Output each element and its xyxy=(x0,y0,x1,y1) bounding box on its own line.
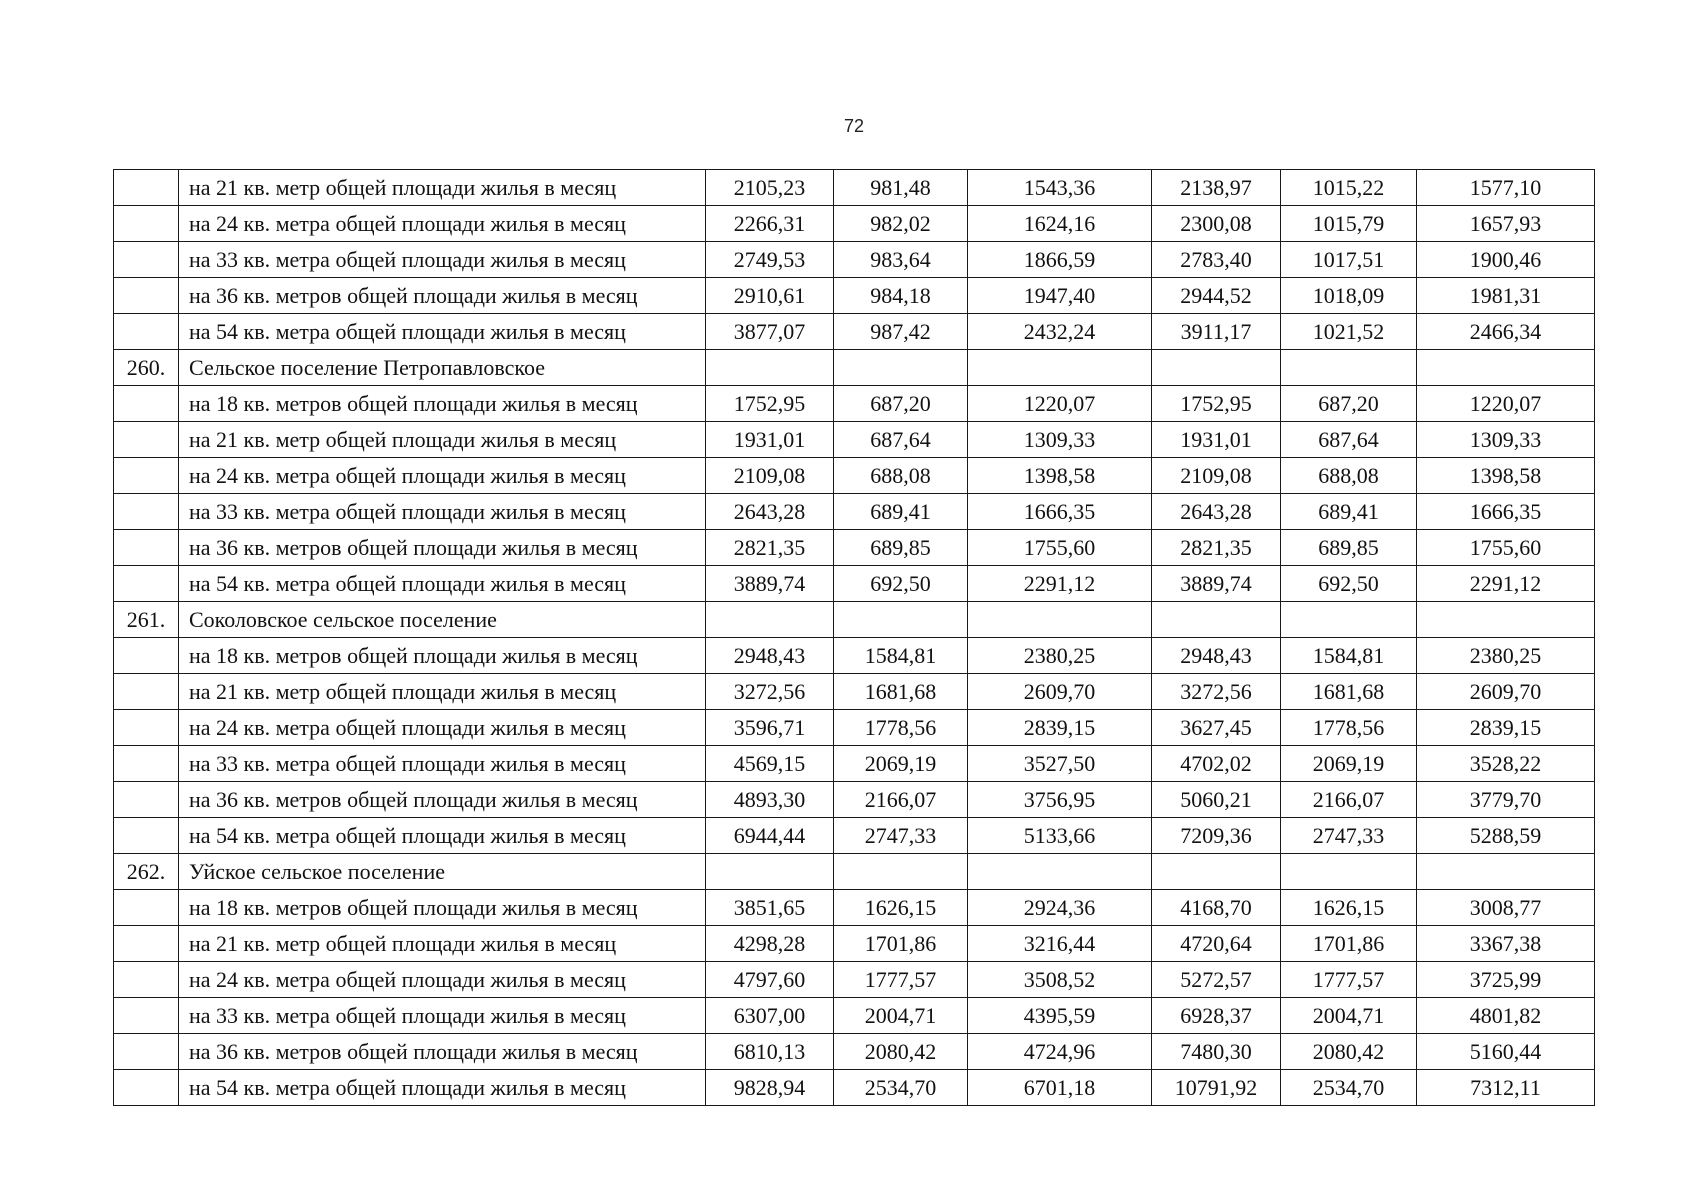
row-number-cell xyxy=(114,530,179,566)
value-cell-col-3: 2432,24 xyxy=(968,314,1152,350)
value-cell-col-4: 2300,08 xyxy=(1152,206,1281,242)
value-cell-col-1: 6810,13 xyxy=(706,1034,834,1070)
area-label-cell: на 36 кв. метров общей площади жилья в месяц xyxy=(179,782,706,818)
value-cell-col-4: 2643,28 xyxy=(1152,494,1281,530)
table-row xyxy=(114,638,1595,674)
row-number-cell xyxy=(114,746,179,782)
value-cell-col-1 xyxy=(706,602,834,638)
table-row xyxy=(114,278,1595,314)
value-cell-col-1: 1931,01 xyxy=(706,422,834,458)
value-cell-col-1: 4298,28 xyxy=(706,926,834,962)
value-cell-col-6: 1981,31 xyxy=(1417,278,1595,314)
row-number-cell xyxy=(114,566,179,602)
section-row xyxy=(114,854,1595,890)
value-cell-col-2: 1626,15 xyxy=(834,890,968,926)
table-row xyxy=(114,170,1595,206)
value-cell-col-6: 1577,10 xyxy=(1417,170,1595,206)
table-row xyxy=(114,746,1595,782)
value-cell-col-3: 1624,16 xyxy=(968,206,1152,242)
value-cell-col-6: 1398,58 xyxy=(1417,458,1595,494)
value-cell-col-6 xyxy=(1417,602,1595,638)
value-cell-col-1: 4893,30 xyxy=(706,782,834,818)
value-cell-col-4: 2783,40 xyxy=(1152,242,1281,278)
value-cell-col-3: 1866,59 xyxy=(968,242,1152,278)
settlement-name-cell: Сельское поселение Петропавловское xyxy=(179,350,706,386)
value-cell-col-4: 2944,52 xyxy=(1152,278,1281,314)
area-label-cell: на 18 кв. метров общей площади жилья в месяц xyxy=(179,638,706,674)
value-cell-col-4: 4702,02 xyxy=(1152,746,1281,782)
table-row xyxy=(114,494,1595,530)
value-cell-col-6: 3367,38 xyxy=(1417,926,1595,962)
area-label-cell: на 24 кв. метра общей площади жилья в месяц xyxy=(179,710,706,746)
value-cell-col-3: 3508,52 xyxy=(968,962,1152,998)
value-cell-col-6: 1220,07 xyxy=(1417,386,1595,422)
value-cell-col-2: 2747,33 xyxy=(834,818,968,854)
value-cell-col-6: 1309,33 xyxy=(1417,422,1595,458)
value-cell-col-3: 3216,44 xyxy=(968,926,1152,962)
value-cell-col-2: 692,50 xyxy=(834,566,968,602)
area-label-cell: на 21 кв. метр общей площади жилья в месяц xyxy=(179,170,706,206)
value-cell-col-2: 1778,56 xyxy=(834,710,968,746)
value-cell-col-1: 6944,44 xyxy=(706,818,834,854)
value-cell-col-4: 5272,57 xyxy=(1152,962,1281,998)
value-cell-col-5: 1021,52 xyxy=(1281,314,1417,350)
area-label-cell: на 24 кв. метра общей площади жилья в месяц xyxy=(179,962,706,998)
value-cell-col-3: 2609,70 xyxy=(968,674,1152,710)
value-cell-col-3: 1309,33 xyxy=(968,422,1152,458)
value-cell-col-1: 2948,43 xyxy=(706,638,834,674)
value-cell-col-5: 687,20 xyxy=(1281,386,1417,422)
table-row xyxy=(114,422,1595,458)
value-cell-col-3: 4724,96 xyxy=(968,1034,1152,1070)
row-number-cell xyxy=(114,1070,179,1106)
value-cell-col-4: 4720,64 xyxy=(1152,926,1281,962)
value-cell-col-2: 687,20 xyxy=(834,386,968,422)
settlement-name-cell: Соколовское сельское поселение xyxy=(179,602,706,638)
value-cell-col-3: 1543,36 xyxy=(968,170,1152,206)
value-cell-col-1: 2749,53 xyxy=(706,242,834,278)
table-row xyxy=(114,1034,1595,1070)
value-cell-col-5: 1701,86 xyxy=(1281,926,1417,962)
value-cell-col-5: 1015,22 xyxy=(1281,170,1417,206)
value-cell-col-2: 2069,19 xyxy=(834,746,968,782)
value-cell-col-5 xyxy=(1281,602,1417,638)
row-number-cell xyxy=(114,170,179,206)
table-row xyxy=(114,890,1595,926)
value-cell-col-6: 3725,99 xyxy=(1417,962,1595,998)
value-cell-col-1: 2266,31 xyxy=(706,206,834,242)
section-row xyxy=(114,602,1595,638)
table-row xyxy=(114,314,1595,350)
area-label-cell: на 18 кв. метров общей площади жилья в месяц xyxy=(179,890,706,926)
row-number-cell: 262. xyxy=(114,854,179,890)
value-cell-col-1: 3877,07 xyxy=(706,314,834,350)
value-cell-col-3: 1755,60 xyxy=(968,530,1152,566)
row-number-cell xyxy=(114,962,179,998)
section-row xyxy=(114,350,1595,386)
tariff-table xyxy=(113,169,1595,1106)
table-row xyxy=(114,926,1595,962)
value-cell-col-2 xyxy=(834,602,968,638)
row-number-cell xyxy=(114,818,179,854)
value-cell-col-4: 2138,97 xyxy=(1152,170,1281,206)
area-label-cell: на 54 кв. метра общей площади жилья в месяц xyxy=(179,818,706,854)
value-cell-col-3 xyxy=(968,350,1152,386)
value-cell-col-5: 2004,71 xyxy=(1281,998,1417,1034)
area-label-cell: на 33 кв. метра общей площади жилья в месяц xyxy=(179,494,706,530)
table-row xyxy=(114,530,1595,566)
area-label-cell: на 54 кв. метра общей площади жилья в месяц xyxy=(179,1070,706,1106)
value-cell-col-6: 5288,59 xyxy=(1417,818,1595,854)
value-cell-col-6 xyxy=(1417,854,1595,890)
value-cell-col-1: 1752,95 xyxy=(706,386,834,422)
row-number-cell xyxy=(114,278,179,314)
row-number-cell xyxy=(114,314,179,350)
row-number-cell xyxy=(114,926,179,962)
value-cell-col-1: 3851,65 xyxy=(706,890,834,926)
value-cell-col-5 xyxy=(1281,854,1417,890)
value-cell-col-1: 2821,35 xyxy=(706,530,834,566)
value-cell-col-2: 2080,42 xyxy=(834,1034,968,1070)
table-row xyxy=(114,710,1595,746)
value-cell-col-2: 983,64 xyxy=(834,242,968,278)
area-label-cell: на 21 кв. метр общей площади жилья в месяц xyxy=(179,926,706,962)
area-label-cell: на 21 кв. метр общей площади жилья в месяц xyxy=(179,674,706,710)
value-cell-col-6 xyxy=(1417,350,1595,386)
value-cell-col-3: 1947,40 xyxy=(968,278,1152,314)
area-label-cell: на 33 кв. метра общей площади жилья в месяц xyxy=(179,746,706,782)
row-number-cell xyxy=(114,998,179,1034)
value-cell-col-5: 1015,79 xyxy=(1281,206,1417,242)
value-cell-col-5: 2080,42 xyxy=(1281,1034,1417,1070)
value-cell-col-2: 687,64 xyxy=(834,422,968,458)
value-cell-col-4: 3272,56 xyxy=(1152,674,1281,710)
value-cell-col-1: 2910,61 xyxy=(706,278,834,314)
value-cell-col-6: 3779,70 xyxy=(1417,782,1595,818)
value-cell-col-3: 1666,35 xyxy=(968,494,1152,530)
value-cell-col-2: 987,42 xyxy=(834,314,968,350)
table-row xyxy=(114,566,1595,602)
value-cell-col-6: 2839,15 xyxy=(1417,710,1595,746)
value-cell-col-3: 5133,66 xyxy=(968,818,1152,854)
value-cell-col-2: 1584,81 xyxy=(834,638,968,674)
value-cell-col-3: 3527,50 xyxy=(968,746,1152,782)
row-number-cell xyxy=(114,458,179,494)
value-cell-col-4: 3889,74 xyxy=(1152,566,1281,602)
row-number-cell xyxy=(114,710,179,746)
table-row xyxy=(114,1070,1595,1106)
value-cell-col-4: 7209,36 xyxy=(1152,818,1281,854)
value-cell-col-2: 689,85 xyxy=(834,530,968,566)
value-cell-col-6: 1900,46 xyxy=(1417,242,1595,278)
area-label-cell: на 33 кв. метра общей площади жилья в месяц xyxy=(179,242,706,278)
value-cell-col-4 xyxy=(1152,350,1281,386)
value-cell-col-6: 3008,77 xyxy=(1417,890,1595,926)
row-number-cell xyxy=(114,1034,179,1070)
value-cell-col-6: 4801,82 xyxy=(1417,998,1595,1034)
table-row xyxy=(114,962,1595,998)
value-cell-col-2: 1777,57 xyxy=(834,962,968,998)
value-cell-col-5: 1778,56 xyxy=(1281,710,1417,746)
value-cell-col-5: 689,85 xyxy=(1281,530,1417,566)
value-cell-col-5: 1017,51 xyxy=(1281,242,1417,278)
value-cell-col-3 xyxy=(968,602,1152,638)
value-cell-col-2 xyxy=(834,350,968,386)
value-cell-col-2: 1681,68 xyxy=(834,674,968,710)
value-cell-col-2: 2166,07 xyxy=(834,782,968,818)
value-cell-col-5: 1018,09 xyxy=(1281,278,1417,314)
value-cell-col-6: 1666,35 xyxy=(1417,494,1595,530)
area-label-cell: на 36 кв. метров общей площади жилья в месяц xyxy=(179,1034,706,1070)
value-cell-col-3 xyxy=(968,854,1152,890)
table-body xyxy=(114,170,1595,1106)
value-cell-col-2: 688,08 xyxy=(834,458,968,494)
value-cell-col-6: 7312,11 xyxy=(1417,1070,1595,1106)
value-cell-col-5: 1777,57 xyxy=(1281,962,1417,998)
value-cell-col-5: 692,50 xyxy=(1281,566,1417,602)
row-number-cell xyxy=(114,386,179,422)
value-cell-col-3: 1398,58 xyxy=(968,458,1152,494)
value-cell-col-1: 3272,56 xyxy=(706,674,834,710)
value-cell-col-5: 2747,33 xyxy=(1281,818,1417,854)
value-cell-col-1: 3596,71 xyxy=(706,710,834,746)
value-cell-col-4: 10791,92 xyxy=(1152,1070,1281,1106)
value-cell-col-5: 2166,07 xyxy=(1281,782,1417,818)
row-number-cell: 260. xyxy=(114,350,179,386)
table-row xyxy=(114,782,1595,818)
value-cell-col-6: 2380,25 xyxy=(1417,638,1595,674)
area-label-cell: на 21 кв. метр общей площади жилья в месяц xyxy=(179,422,706,458)
value-cell-col-1 xyxy=(706,854,834,890)
row-number-cell xyxy=(114,782,179,818)
area-label-cell: на 33 кв. метра общей площади жилья в месяц xyxy=(179,998,706,1034)
value-cell-col-5: 2069,19 xyxy=(1281,746,1417,782)
row-number-cell xyxy=(114,242,179,278)
value-cell-col-3: 1220,07 xyxy=(968,386,1152,422)
page-number: 72 xyxy=(843,116,865,136)
area-label-cell: на 54 кв. метра общей площади жилья в месяц xyxy=(179,566,706,602)
value-cell-col-5: 689,41 xyxy=(1281,494,1417,530)
value-cell-col-3: 2291,12 xyxy=(968,566,1152,602)
value-cell-col-2: 984,18 xyxy=(834,278,968,314)
value-cell-col-6: 2466,34 xyxy=(1417,314,1595,350)
value-cell-col-1: 4569,15 xyxy=(706,746,834,782)
value-cell-col-5: 1681,68 xyxy=(1281,674,1417,710)
row-number-cell: 261. xyxy=(114,602,179,638)
area-label-cell: на 36 кв. метров общей площади жилья в месяц xyxy=(179,530,706,566)
value-cell-col-4: 4168,70 xyxy=(1152,890,1281,926)
table-row xyxy=(114,674,1595,710)
area-label-cell: на 36 кв. метров общей площади жилья в месяц xyxy=(179,278,706,314)
value-cell-col-3: 6701,18 xyxy=(968,1070,1152,1106)
value-cell-col-4: 2821,35 xyxy=(1152,530,1281,566)
value-cell-col-3: 3756,95 xyxy=(968,782,1152,818)
value-cell-col-5 xyxy=(1281,350,1417,386)
value-cell-col-3: 2924,36 xyxy=(968,890,1152,926)
value-cell-col-1: 2105,23 xyxy=(706,170,834,206)
value-cell-col-4 xyxy=(1152,854,1281,890)
value-cell-col-6: 3528,22 xyxy=(1417,746,1595,782)
value-cell-col-2: 2004,71 xyxy=(834,998,968,1034)
value-cell-col-2: 1701,86 xyxy=(834,926,968,962)
value-cell-col-1: 2109,08 xyxy=(706,458,834,494)
value-cell-col-3: 4395,59 xyxy=(968,998,1152,1034)
value-cell-col-4: 3627,45 xyxy=(1152,710,1281,746)
value-cell-col-5: 687,64 xyxy=(1281,422,1417,458)
table-row xyxy=(114,386,1595,422)
row-number-cell xyxy=(114,890,179,926)
value-cell-col-2: 2534,70 xyxy=(834,1070,968,1106)
row-number-cell xyxy=(114,494,179,530)
value-cell-col-4: 1931,01 xyxy=(1152,422,1281,458)
value-cell-col-5: 1626,15 xyxy=(1281,890,1417,926)
value-cell-col-4: 5060,21 xyxy=(1152,782,1281,818)
value-cell-col-4: 7480,30 xyxy=(1152,1034,1281,1070)
table-row xyxy=(114,458,1595,494)
value-cell-col-1: 4797,60 xyxy=(706,962,834,998)
row-number-cell xyxy=(114,638,179,674)
value-cell-col-6: 5160,44 xyxy=(1417,1034,1595,1070)
value-cell-col-5: 1584,81 xyxy=(1281,638,1417,674)
area-label-cell: на 24 кв. метра общей площади жилья в месяц xyxy=(179,458,706,494)
table-row xyxy=(114,242,1595,278)
area-label-cell: на 54 кв. метра общей площади жилья в месяц xyxy=(179,314,706,350)
row-number-cell xyxy=(114,422,179,458)
value-cell-col-5: 688,08 xyxy=(1281,458,1417,494)
value-cell-col-5: 2534,70 xyxy=(1281,1070,1417,1106)
value-cell-col-6: 1755,60 xyxy=(1417,530,1595,566)
value-cell-col-4: 2109,08 xyxy=(1152,458,1281,494)
table-row xyxy=(114,818,1595,854)
value-cell-col-1: 6307,00 xyxy=(706,998,834,1034)
value-cell-col-6: 2609,70 xyxy=(1417,674,1595,710)
row-number-cell xyxy=(114,674,179,710)
value-cell-col-2: 689,41 xyxy=(834,494,968,530)
value-cell-col-6: 1657,93 xyxy=(1417,206,1595,242)
area-label-cell: на 24 кв. метра общей площади жилья в месяц xyxy=(179,206,706,242)
value-cell-col-2: 981,48 xyxy=(834,170,968,206)
value-cell-col-2 xyxy=(834,854,968,890)
value-cell-col-4: 1752,95 xyxy=(1152,386,1281,422)
value-cell-col-4: 6928,37 xyxy=(1152,998,1281,1034)
value-cell-col-4: 3911,17 xyxy=(1152,314,1281,350)
table-row xyxy=(114,206,1595,242)
value-cell-col-3: 2839,15 xyxy=(968,710,1152,746)
table-row xyxy=(114,998,1595,1034)
area-label-cell: на 18 кв. метров общей площади жилья в месяц xyxy=(179,386,706,422)
settlement-name-cell: Уйское сельское поселение xyxy=(179,854,706,890)
value-cell-col-1 xyxy=(706,350,834,386)
value-cell-col-3: 2380,25 xyxy=(968,638,1152,674)
value-cell-col-4 xyxy=(1152,602,1281,638)
value-cell-col-2: 982,02 xyxy=(834,206,968,242)
row-number-cell xyxy=(114,206,179,242)
value-cell-col-1: 9828,94 xyxy=(706,1070,834,1106)
value-cell-col-6: 2291,12 xyxy=(1417,566,1595,602)
value-cell-col-4: 2948,43 xyxy=(1152,638,1281,674)
value-cell-col-1: 2643,28 xyxy=(706,494,834,530)
value-cell-col-1: 3889,74 xyxy=(706,566,834,602)
